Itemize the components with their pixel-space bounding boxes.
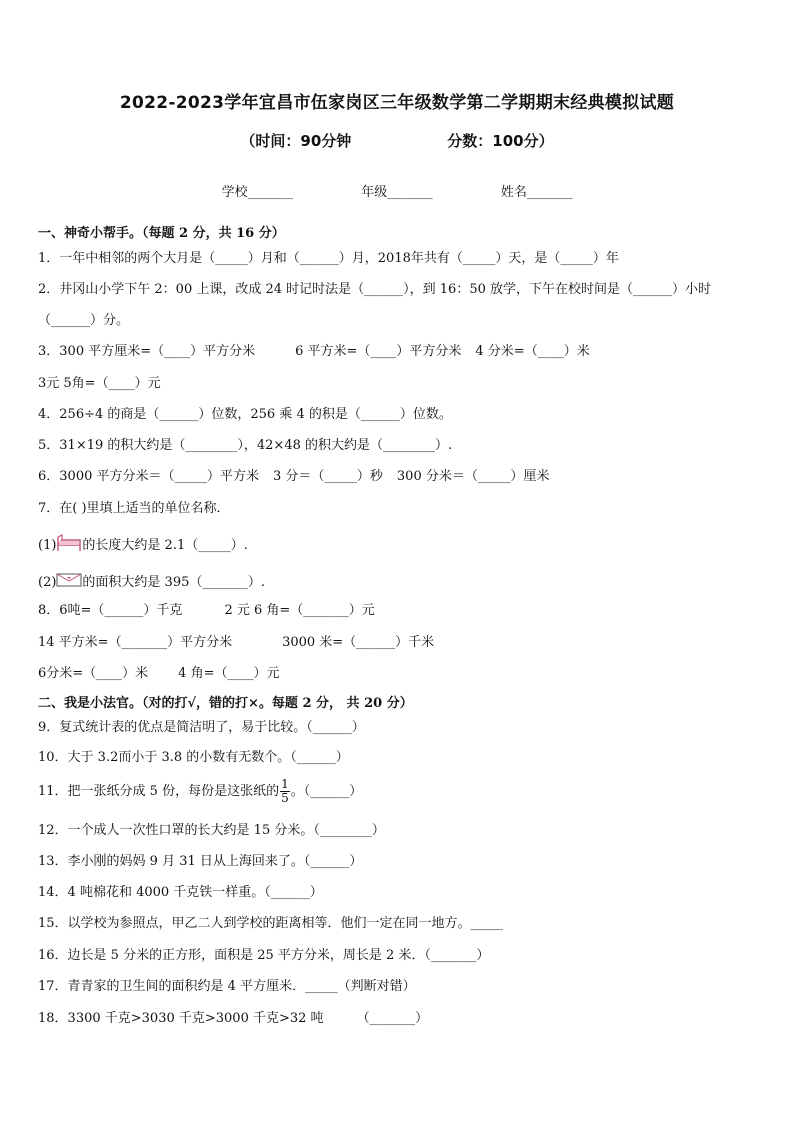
question-8-part-5: 6分米=（____）米: [38, 666, 149, 681]
question-5: 5．31×19 的积大约是（________），42×48 的积大约是（________）.: [38, 438, 453, 453]
question-6: [38, 469, 549, 485]
question-8-line-1: [38, 603, 375, 619]
question-7-2: [38, 572, 265, 593]
question-7-2-text: 的面积大约是 395（_______）.: [82, 575, 265, 590]
question-7-1: [38, 533, 248, 558]
question-7-1-text: 的长度大约是 2.1（_____）.: [82, 538, 248, 553]
question-11-blank: 。（______）: [290, 784, 363, 799]
question-13: 13．李小刚的妈妈 9 月 31 日从上海回来了。（______）: [38, 854, 363, 869]
question-8-part-1: 8．6吨=（______）千克: [38, 603, 183, 618]
question-8-line-3: [38, 666, 279, 682]
question-7-2-label: (2): [38, 575, 57, 590]
question-6-part-3: 300 分米＝（_____）厘米: [396, 469, 550, 484]
question-17: 17．青青家的卫生间的面积约是 4 平方厘米．_____（判断对错）: [38, 979, 416, 994]
question-7: 7．在( )里填上适当的单位名称．: [38, 501, 230, 516]
student-info: [0, 181, 794, 200]
fraction-one-fifth: $\frac{1}{5}$: [281, 777, 289, 805]
question-16: 16．边长是 5 分米的正方形，面积是 25 平方分米，周长是 2 米．（_______）: [38, 948, 490, 963]
question-7-1-label: (1): [38, 538, 57, 553]
question-15: 15．以学校为参照点，甲乙二人到学校的距离相等．他们一定在同一地方。_____: [38, 916, 504, 931]
question-3-part-1: 3．300 平方厘米=（____）平方分米: [38, 344, 256, 359]
section-2-title: 二、我是小法官。（对的打√，错的打×。每题 2 分， 共 20 分）: [38, 696, 413, 711]
envelope-icon: [56, 572, 82, 593]
question-3-line-1: [38, 344, 590, 360]
exam-title: 2022-2023学年宜昌市伍家岗区三年级数学第二学期期末经典模拟试题: [119, 93, 675, 113]
question-2-line-2: （______）分。: [38, 313, 130, 328]
bed-icon: [56, 533, 82, 558]
question-3-part-3: 4 分米=（____）米: [475, 344, 590, 359]
question-9: 9．复式统计表的优点是简洁明了，易于比较。（______）: [38, 720, 365, 735]
question-3-part-2: 6 平方米=（____）平方分米: [295, 344, 462, 359]
question-3-line-2: 3元 5角=（____）元: [38, 376, 161, 391]
exam-subtitle: [0, 130, 794, 151]
question-4: 4．256÷4 的商是（______）位数，256 乘 4 的积是（______）位数。: [38, 407, 452, 422]
school-field: 学校_______: [221, 185, 294, 200]
question-8-part-4: 3000 米=（______）千米: [282, 635, 435, 650]
grade-field: 年级_______: [361, 185, 433, 200]
question-2-line-1: 2．井冈山小学下午 2：00 上课，改成 24 时记时法是（______），到 16：50 放学，下午在校时间是（______）小时: [38, 282, 712, 297]
question-11: [38, 778, 362, 805]
exam-score: 分数：100分）: [447, 132, 554, 150]
name-field: 姓名_______: [500, 185, 573, 200]
question-18: 18．3300 千克>3030 千克>3000 千克>32 吨 （_______）: [38, 1011, 429, 1026]
question-8-part-6: 4 角=（____）元: [178, 666, 280, 681]
question-11-text: 11．把一张纸分成 5 份，每份是这张纸的: [38, 784, 280, 799]
question-6-part-2: 3 分＝（_____）秒: [273, 469, 383, 484]
question-1: 1．一年中相邻的两个大月是（_____）月和（______）月，2018年共有（_____）天，是（_____）年: [38, 251, 619, 266]
question-12: 12．一个成人一次性口罩的长大约是 15 分米。（________）: [38, 823, 385, 838]
exam-time: （时间：90分钟: [240, 132, 352, 150]
question-14: 14．4 吨棉花和 4000 千克铁一样重。（______）: [38, 885, 323, 900]
question-10: 10．大于 3.2而小于 3.8 的小数有无数个。（______）: [38, 750, 349, 765]
question-8-part-2: 2 元 6 角=（_______）元: [224, 603, 375, 618]
question-6-part-1: 6．3000 平方分米＝（_____）平方米: [38, 469, 259, 484]
section-1-title: 一、神奇小帮手。（每题 2 分，共 16 分）: [38, 226, 285, 241]
question-8-part-3: 14 平方米=（_______）平方分米: [38, 635, 233, 650]
question-8-line-2: [38, 635, 434, 651]
